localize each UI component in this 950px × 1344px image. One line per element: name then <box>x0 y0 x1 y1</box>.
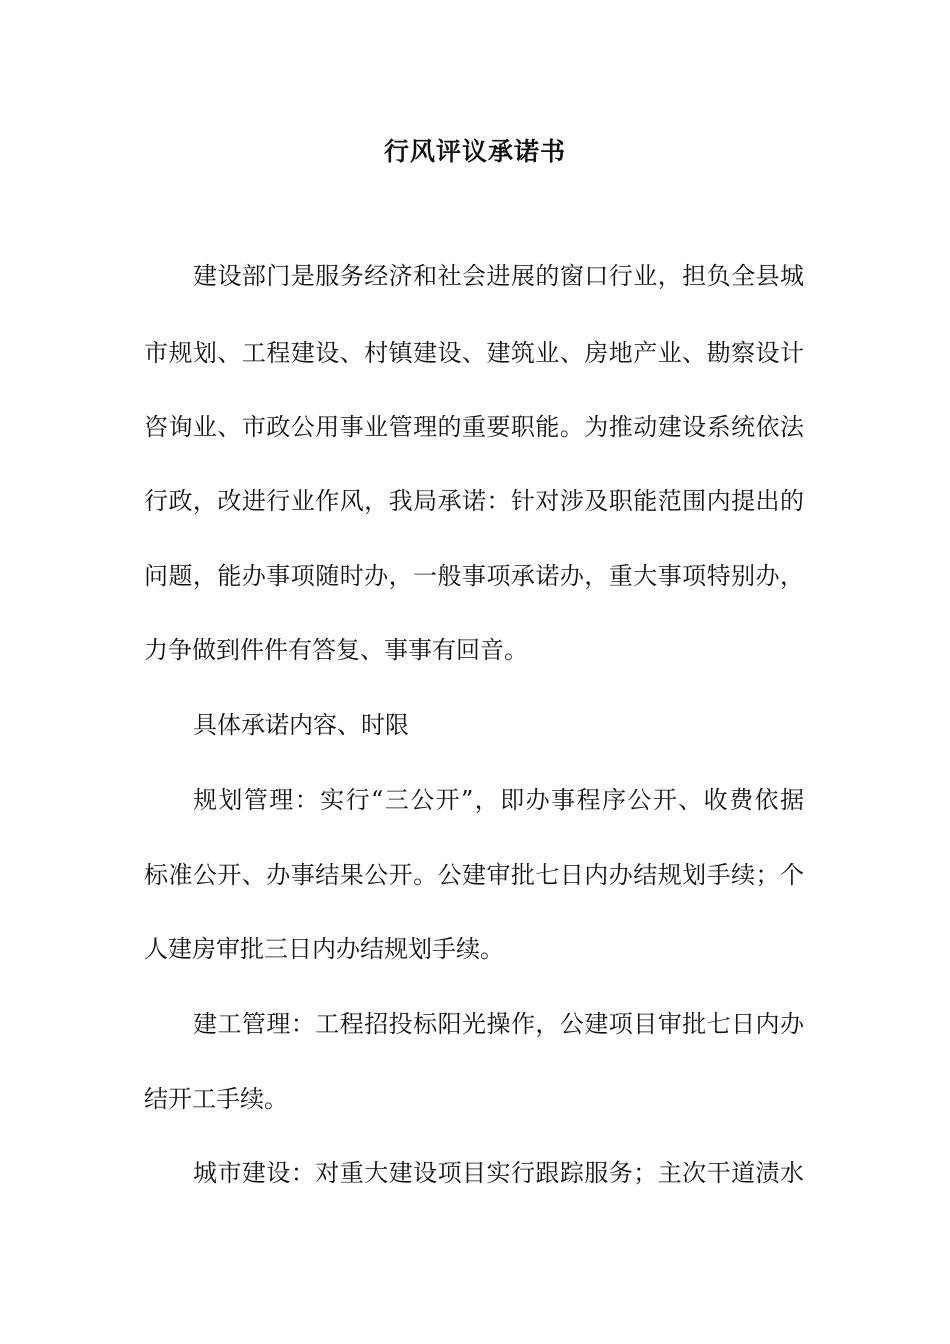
paragraph-line: 结开工手续。 <box>144 1085 288 1113</box>
document-title: 行风评议承诺书 <box>383 137 566 166</box>
paragraph-line: 城市建设：对重大建设项目实行跟踪服务；主次干道渍水 <box>193 1159 804 1187</box>
paragraph-line: 标准公开、办事结果公开。公建审批七日内办结规划手续；个 <box>144 861 804 889</box>
paragraph-line: 规划管理：实行“三公开”，即办事程序公开、收费依据 <box>193 786 804 814</box>
paragraph-line: 咨询业、市政公用事业管理的重要职能。为推动建设系统依法 <box>144 413 804 441</box>
paragraph-line: 力争做到件件有答复、事事有回音。 <box>144 636 528 664</box>
paragraph-line: 建工管理：工程招投标阳光操作，公建项目审批七日内办 <box>193 1010 804 1038</box>
paragraph-line: 人建房审批三日内办结规划手续。 <box>144 935 504 963</box>
paragraph-line: 问题，能办事项随时办，一般事项承诺办，重大事项特别办， <box>144 562 804 590</box>
paragraph-line: 行政，改进行业作风，我局承诺：针对涉及职能范围内提出的 <box>144 487 804 515</box>
section-heading: 具体承诺内容、时限 <box>193 711 409 739</box>
paragraph-line: 市规划、工程建设、村镇建设、建筑业、房地产业、勘察设计 <box>144 339 804 367</box>
paragraph-line: 建设部门是服务经济和社会进展的窗口行业，担负全县城 <box>193 262 804 290</box>
